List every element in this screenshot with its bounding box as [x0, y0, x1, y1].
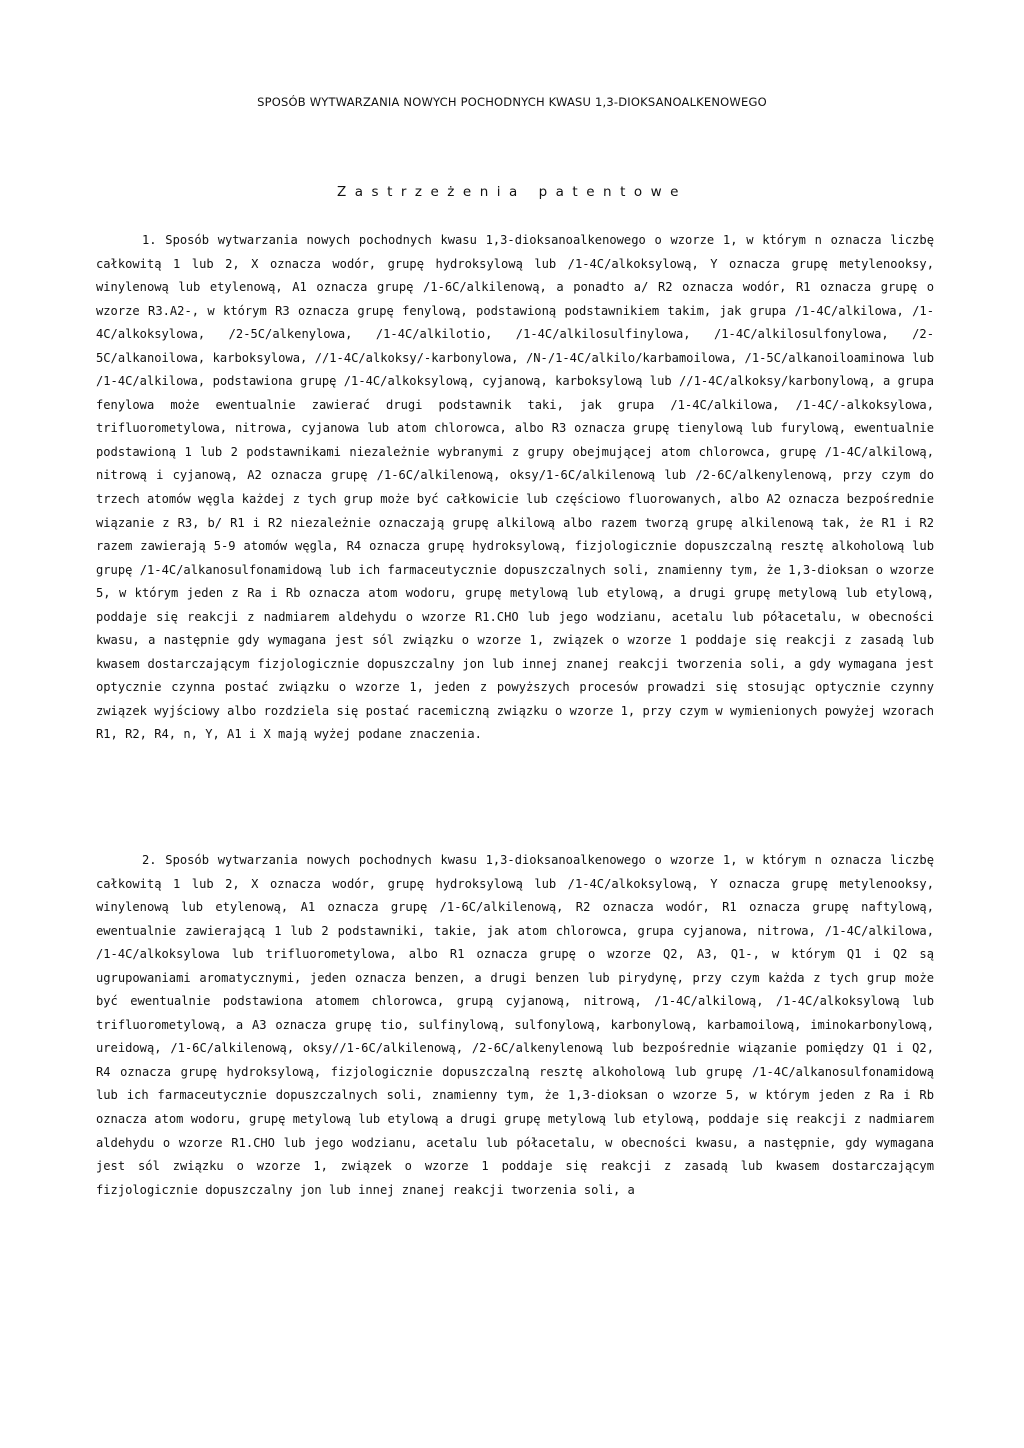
- section-heading: Zastrzeżenia patentowe: [337, 184, 687, 200]
- document-title: SPOSÓB WYTWARZANIA NOWYCH POCHODNYCH KWASU 1,3-DIOKSANOALKENOWEGO: [257, 95, 767, 109]
- claim-paragraph: 2. Sposób wytwarzania nowych pochodnych kwasu 1,3-dioksanoalkenowego o wzorze 1, w którym n oznacza liczbę całkowitą 1 lub 2, X oznacza wodór, grupę hydroksylową lub /1-4C/alkoksylową, Y oznacza grupę metylenooksy, winylenową lub etylenową, A1 oznacza grupę /1-6C/alkilenową, R2 oznacza wodór, R1 oznacza grupę naftylową, ewentualnie zawierającą 1 lub 2 podstawniki, takie, jak atom chlorowca, grupa cyjanowa, nitrowa, /1-4C/alkilowa, /1-4C/alkoksylowa lub trifluorometylowa, albo R1 oznacza grupę o wzorze Q2, A3, Q1-, w którym Q1 i Q2 są ugrupowaniami aromatycznymi, jeden oznacza benzen, a drugi benzen lub pirydynę, przy czym każda z tych grup może być ewentualnie podstawiona atomem chlorowca, grupą cyjanową, nitrową, /1-4C/alkilową, /1-4C/alkoksylową lub trifluorometylową, a A3 oznacza grupę tio, sulfinylową, sulfonylową, karbonylową, karbamoilową, iminokarbonylową, ureidową, /1-6C/alkilenową, oksy//1-6C/alkilenową, /2-6C/alkenylenową lub bezpośrednie wiązanie pomiędzy Q1 i Q2, R4 oznacza grupę hydroksylową, fizjologicznie dopuszczalną resztę alkoholową lub grupę /1-4C/alkanosulfonamidową lub ich farmaceutycznie dopuszczalnych soli, znamienny tym, że 1,3-dioksan o wzorze 5, w którym jeden z Ra i Rb oznacza atom wodoru, grupę metylową lub etylową a drugi grupę metylową lub etylową, poddaje się reakcji z nadmiarem aldehydu o wzorze R1.CHO lub jego wodzianu, acetalu lub półacetalu, w obecności kwasu, a następnie, gdy wymagana jest sól związku o wzorze 1, związek o wzorze 1 poddaje się reakcji z zasadą lub kwasem dostarczającym fizjologicznie dopuszczalny jon lub innej znanej reakcji tworzenia soli, a: [96, 853, 934, 1197]
- claim-paragraph: 1. Sposób wytwarzania nowych pochodnych kwasu 1,3-dioksanoalkenowego o wzorze 1, w którym n oznacza liczbę całkowitą 1 lub 2, X oznacza wodór, grupę hydroksylową lub /1-4C/alkoksylową, Y oznacza grupę metylenooksy, winylenową lub etylenową, A1 oznacza grupę /1-6C/alkilenową, a ponadto a/ R2 oznacza wodór, R1 oznacza grupę o wzorze R3.A2-, w którym R3 oznacza grupę fenylową, podstawioną podstawnikiem takim, jak grupa /1-4C/alkilowa, /1-4C/alkoksylowa, /2-5C/alkenylowa, /1-4C/alkilotio, /1-4C/alkilosulfinylowa, /1-4C/alkilosulfonylowa, /2-5C/alkanoilowa, karboksylowa, //1-4C/alkoksy/-karbonylowa, /N-/1-4C/alkilo/karbamoilowa, /1-5C/alkanoiloaminowa lub /1-4C/alkilowa, podstawiona grupę /1-4C/alkoksylową, cyjanową, karboksylową lub //1-4C/alkoksy/karbonylową, a grupa fenylowa może ewentualnie zawierać drugi podstawnik taki, jak grupa /1-4C/alkilowa, /1-4C/-alkoksylowa, trifluorometylowa, nitrowa, cyjanowa lub atom chlorowca, albo R3 oznacza grupę tienylową lub furylową, ewentualnie podstawioną 1 lub 2 podstawnikami niezależnie wybranymi z grupy obejmującej atom chlorowca, grupę /1-4C/alkilową, nitrową i cyjanową, A2 oznacza grupę /1-6C/alkilenową, oksy/1-6C/alkilenową lub /2-6C/alkenylenową, przy czym do trzech atomów węgla każdej z tych grup może być całkowicie lub częściowo fluorowanych, albo A2 oznacza bezpośrednie wiązanie z R3, b/ R1 i R2 niezależnie oznaczają grupę alkilową albo razem tworzą grupę alkilenową tak, że R1 i R2 razem zawierają 5-9 atomów węgla, R4 oznacza grupę hydroksylową, fizjologicznie dopuszczalną resztę alkoholową lub grupę /1-4C/alkanosulfonamidową lub ich farmaceutycznie dopuszczalnych soli, znamienny tym, że 1,3-dioksan o wzorze 5, w którym jeden z Ra i Rb oznacza atom wodoru, grupę metylową lub etylową, a drugi grupę metylową lub etylową, poddaje się reakcji z nadmiarem aldehydu o wzorze R1.CHO lub jego wodzianu, acetalu lub półacetalu, w obecności kwasu, a następnie gdy wymagana jest sól związku o wzorze 1, związek o wzorze 1 poddaje się reakcji z zasadą lub kwasem dostarczającym fizjologicznie dopuszczalny jon lub innej znanej reakcji tworzenia soli, a gdy wymagana jest optycznie czynna postać związku o wzorze 1, jeden z powyższych procesów prowadzi się stosując optycznie czynny związek wyjściowy albo rozdziela się postać racemiczną związku o wzorze 1, przy czym w wymienionych powyżej wzorach R1, R2, R4, n, Y, A1 i X mają wyżej podane znaczenia.: [96, 233, 934, 742]
